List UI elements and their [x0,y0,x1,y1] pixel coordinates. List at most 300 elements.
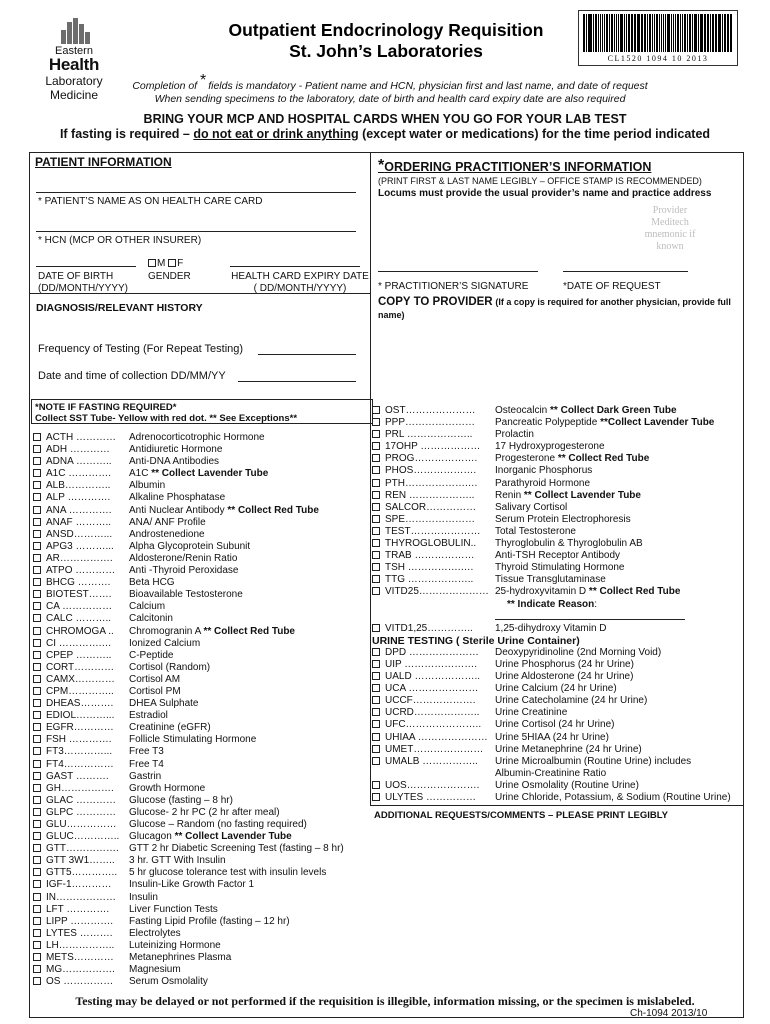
test-row[interactable] [372,744,744,756]
test-code: GLAC ………… [46,794,117,806]
test-checkbox[interactable] [33,892,46,904]
checkbox-icon[interactable] [33,929,41,937]
test-checkbox[interactable] [33,831,46,843]
test-row[interactable] [372,502,744,514]
hcn-field[interactable] [36,231,356,232]
test-checkbox[interactable] [372,453,385,465]
checkbox-icon[interactable] [33,675,41,683]
test-checkbox[interactable] [33,867,46,879]
test-code: PPP………………… [385,417,476,429]
test-code: UHIAA ………………… [385,731,488,743]
test-checkbox[interactable] [33,601,46,613]
test-checkbox[interactable] [33,505,46,517]
test-checkbox[interactable] [33,976,46,988]
test-row[interactable] [33,759,368,771]
test-row[interactable] [33,783,368,795]
patient-name-field[interactable] [36,192,356,193]
test-checkbox[interactable] [33,613,46,625]
logo-medicine: Medicine [49,88,99,102]
checkbox-icon[interactable] [33,554,41,562]
reason-field[interactable] [372,611,744,623]
test-row[interactable] [33,940,368,952]
checkbox-icon[interactable] [372,551,380,559]
checkbox-icon[interactable] [372,503,380,511]
barcode-bar [707,14,709,52]
checkbox-icon[interactable] [372,587,380,595]
checkbox-icon[interactable] [33,772,41,780]
test-checkbox[interactable] [33,698,46,710]
checkbox-icon[interactable] [33,747,41,755]
checkbox-icon[interactable] [372,527,380,535]
test-row[interactable] [372,792,744,804]
checkbox-icon[interactable] [33,723,41,731]
test-checkbox[interactable] [33,686,46,698]
test-row[interactable] [33,686,368,698]
test-checkbox[interactable] [33,928,46,940]
test-code: CAMX………… [46,673,115,685]
test-description: Androstenedione [129,528,205,540]
test-row[interactable] [33,819,368,831]
checkbox-icon[interactable] [33,844,41,852]
fasting-note [31,399,373,424]
checkbox-icon[interactable] [33,832,41,840]
checkbox-icon[interactable] [33,493,41,501]
test-code: PHOS………………. [385,465,477,477]
test-checkbox[interactable] [372,768,385,780]
test-row[interactable] [33,480,368,492]
test-checkbox[interactable] [372,514,385,526]
test-row[interactable] [33,456,368,468]
test-row[interactable] [33,577,368,589]
checkbox-icon[interactable] [372,575,380,583]
test-checkbox[interactable] [33,674,46,686]
test-checkbox[interactable] [33,492,46,504]
test-checkbox[interactable] [372,502,385,514]
checkbox-icon[interactable] [33,651,41,659]
checkbox-icon[interactable] [372,515,380,523]
test-description: Insulin [129,891,158,903]
collection-datetime-field[interactable] [238,381,356,382]
hc-expiry-field[interactable] [230,266,360,267]
barcode-bar [611,14,613,52]
test-checkbox[interactable] [372,574,385,586]
frequency-field[interactable] [258,354,356,355]
test-row[interactable] [372,574,744,586]
test-description: Chromogranin A ** Collect Red Tube [129,625,295,637]
checkbox-icon[interactable] [33,481,41,489]
test-checkbox[interactable] [33,432,46,444]
test-checkbox[interactable] [372,586,385,598]
checkbox-icon[interactable] [372,733,380,741]
test-checkbox[interactable] [372,659,385,671]
dob-field[interactable] [36,266,136,267]
checkbox-icon[interactable] [372,454,380,462]
mandatory-note [100,72,680,106]
gender-options: M F [148,258,183,270]
test-code: PROG………………. [385,453,478,465]
test-row[interactable] [33,964,368,976]
barcode-bar [626,14,627,52]
test-row[interactable] [372,732,744,744]
test-checkbox[interactable] [372,526,385,538]
test-row[interactable] [33,468,368,480]
test-code: EDIOL………... [46,710,115,722]
checkbox-icon[interactable] [33,530,41,538]
test-checkbox[interactable] [33,819,46,831]
test-row[interactable] [33,928,368,940]
test-row[interactable] [33,904,368,916]
test-description: Insulin-Like Growth Factor 1 [129,879,255,891]
test-checkbox[interactable] [33,855,46,867]
checkbox-icon[interactable] [372,720,380,728]
bring-cards-notice [40,112,730,142]
checkbox-icon[interactable] [33,699,41,707]
test-checkbox[interactable] [372,441,385,453]
checkbox-icon[interactable] [33,433,41,441]
test-row[interactable] [372,695,744,707]
barcode-bar [620,14,623,52]
test-description: Electrolytes [129,927,181,939]
test-checkbox[interactable] [372,780,385,792]
checkbox-icon[interactable] [33,760,41,768]
checkbox-icon[interactable] [33,808,41,816]
test-row[interactable] [372,647,744,659]
test-row[interactable] [33,517,368,529]
test-code: CA …………… [46,601,113,613]
checkbox-icon[interactable] [372,418,380,426]
test-row[interactable] [33,867,368,879]
test-code: AR……………. [46,552,113,564]
test-row[interactable] [33,662,368,674]
checkbox-icon[interactable] [33,868,41,876]
test-checkbox[interactable] [33,638,46,650]
test-row[interactable] [33,771,368,783]
test-row[interactable] [33,650,368,662]
barcode-bar [695,14,697,52]
test-row[interactable] [33,734,368,746]
test-row[interactable] [33,553,368,565]
gender-f-checkbox[interactable] [168,259,176,267]
checkbox-icon[interactable] [33,445,41,453]
test-row[interactable] [372,671,744,683]
checkbox-icon[interactable] [372,491,380,499]
test-row[interactable] [33,843,368,855]
test-checkbox[interactable] [372,647,385,659]
checkbox-icon[interactable] [33,711,41,719]
test-row[interactable] [33,807,368,819]
test-code: DPD ………………… [385,646,479,658]
test-checkbox[interactable] [33,843,46,855]
test-description: Magnesium [129,964,181,976]
test-row[interactable] [33,892,368,904]
test-row[interactable] [372,405,744,417]
checkbox-icon[interactable] [33,457,41,465]
test-description: Urine Metanephrine (24 hr Urine) [495,743,642,755]
test-checkbox[interactable] [33,952,46,964]
test-row[interactable] [33,626,368,638]
test-row[interactable] [372,768,744,780]
test-row[interactable] [33,613,368,625]
barcode-bar [704,14,705,52]
barcode-bar [609,14,610,52]
test-checkbox[interactable] [372,538,385,550]
signature-field[interactable] [378,271,538,272]
test-description: Fasting Lipid Profile (fasting – 12 hr) [129,915,290,927]
barcode-bar [694,14,695,52]
test-row[interactable] [33,952,368,964]
test-code: UCA ………………… [385,683,479,695]
test-description: C-Peptide [129,649,174,661]
test-checkbox[interactable] [33,771,46,783]
checkbox-icon[interactable] [33,856,41,864]
checkbox-icon[interactable] [372,757,380,765]
request-date-field[interactable] [563,271,688,272]
test-row[interactable] [372,526,744,538]
test-checkbox[interactable] [372,671,385,683]
dob-label: DATE OF BIRTH (DD/MONTH/YYYY) [38,271,128,294]
checkbox-icon[interactable] [33,965,41,973]
test-row[interactable] [372,478,744,490]
checkbox-icon[interactable] [372,708,380,716]
test-checkbox[interactable] [372,744,385,756]
test-checkbox[interactable] [33,565,46,577]
test-checkbox[interactable] [372,707,385,719]
test-code: ACTH ………… [46,432,116,443]
checkbox-icon[interactable] [33,893,41,901]
test-row[interactable] [372,538,744,550]
test-row[interactable] [33,855,368,867]
barcode-bar [698,14,699,52]
test-checkbox[interactable] [372,478,385,490]
checkbox-icon[interactable] [372,648,380,656]
test-row[interactable] [33,710,368,722]
test-row[interactable] [372,659,744,671]
test-row[interactable] [372,562,744,574]
test-checkbox[interactable] [33,577,46,589]
test-checkbox[interactable] [372,623,385,635]
test-row[interactable] [33,505,368,517]
checkbox-icon[interactable] [372,442,380,450]
test-row[interactable] [33,601,368,613]
test-checkbox[interactable] [372,417,385,429]
test-row[interactable] [33,698,368,710]
test-description: Calcitonin [129,613,173,625]
test-code: 17OHP ……………… [385,441,481,453]
test-checkbox[interactable] [372,732,385,744]
test-checkbox[interactable] [33,541,46,553]
checkbox-icon[interactable] [33,469,41,477]
test-row[interactable] [372,550,744,562]
test-row[interactable] [33,722,368,734]
checkbox-icon[interactable] [33,639,41,647]
test-checkbox[interactable] [33,783,46,795]
test-checkbox[interactable] [372,562,385,574]
test-checkbox[interactable] [33,529,46,541]
test-row[interactable] [372,441,744,453]
test-checkbox[interactable] [33,795,46,807]
test-checkbox[interactable] [33,480,46,492]
test-checkbox[interactable] [33,710,46,722]
test-row[interactable] [372,453,744,465]
checkbox-icon[interactable] [372,466,380,474]
checkbox-icon[interactable] [33,880,41,888]
test-checkbox[interactable] [33,722,46,734]
test-checkbox[interactable] [33,589,46,601]
hc-expiry-label: HEALTH CARD EXPIRY DATE ( DD/MONTH/YYYY) [231,271,369,294]
checkbox-icon[interactable] [372,684,380,692]
barcode-bar [684,14,687,52]
test-code: APG3 ………... [46,540,114,552]
checkbox-icon[interactable] [33,905,41,913]
checkbox-icon[interactable] [372,624,380,632]
test-row[interactable] [33,638,368,650]
test-row[interactable] [372,756,744,768]
checkbox-icon[interactable] [372,696,380,704]
test-row[interactable] [33,916,368,928]
checkbox-icon[interactable] [372,563,380,571]
test-checkbox[interactable] [33,904,46,916]
test-checkbox[interactable] [372,429,385,441]
test-code: UALD ……………….. [385,671,481,683]
test-checkbox[interactable] [33,626,46,638]
checkbox-icon[interactable] [372,406,380,414]
additional-requests-field[interactable] [372,822,742,992]
test-checkbox[interactable] [33,940,46,952]
checkbox-icon[interactable] [33,977,41,985]
form-title-line2: St. John’s Laboratories [289,41,483,61]
test-description: Urine Microalbumin (Routine Urine) includes [495,755,692,767]
checkbox-icon[interactable] [33,542,41,550]
checkbox-icon[interactable] [33,518,41,526]
test-checkbox[interactable] [372,550,385,562]
test-code: ATPO ………… [46,565,116,577]
test-row[interactable] [33,674,368,686]
test-row[interactable] [372,780,744,792]
test-checkbox[interactable] [33,553,46,565]
test-row[interactable] [372,417,744,429]
test-row[interactable] [33,432,368,444]
checkbox-icon[interactable] [33,614,41,622]
barcode-bar [677,14,679,52]
additional-divider [370,805,744,806]
test-description: Calcium [129,601,166,613]
test-checkbox[interactable] [33,650,46,662]
test-row[interactable] [33,565,368,577]
request-date-label: *DATE OF REQUEST [563,281,661,292]
barcode-bar [588,14,589,52]
practitioner-sub2: Locums must provide the usual provider’s name and practice address [378,188,712,199]
checkbox-icon[interactable] [33,796,41,804]
test-row[interactable] [372,683,744,695]
test-row[interactable] [372,429,744,441]
test-checkbox[interactable] [33,916,46,928]
test-row[interactable] [372,586,744,598]
gender-label: GENDER [148,271,191,282]
test-row[interactable] [33,444,368,456]
test-checkbox[interactable] [372,490,385,502]
checkbox-icon[interactable] [372,672,380,680]
checkbox-icon[interactable] [372,793,380,801]
checkbox-icon[interactable] [33,820,41,828]
test-checkbox[interactable] [372,405,385,417]
test-checkbox[interactable] [372,695,385,707]
checkbox-icon[interactable] [33,735,41,743]
barcode-bar [654,14,655,52]
test-checkbox[interactable] [33,517,46,529]
test-description: Growth Hormone [129,782,206,794]
test-checkbox[interactable] [33,759,46,771]
test-checkbox[interactable] [372,756,385,768]
checkbox-icon[interactable] [33,602,41,610]
test-row[interactable] [33,795,368,807]
checkbox-icon[interactable] [33,917,41,925]
test-row[interactable] [33,831,368,843]
checkbox-icon[interactable] [372,430,380,438]
test-row[interactable] [372,514,744,526]
test-row[interactable] [372,490,744,502]
barcode-bar [602,14,603,52]
checkbox-icon[interactable] [33,941,41,949]
barcode-bar [716,14,717,52]
checkbox-icon[interactable] [33,953,41,961]
test-checkbox[interactable] [33,807,46,819]
test-row[interactable] [33,529,368,541]
test-row[interactable] [33,746,368,758]
barcode-bar [593,14,594,52]
test-checkbox[interactable] [33,746,46,758]
test-code: GTT5………….. [46,867,118,879]
checkbox-icon[interactable] [33,590,41,598]
test-checkbox[interactable] [33,468,46,480]
test-code: LIPP …………. [46,915,114,927]
test-row[interactable] [33,492,368,504]
test-checkbox[interactable] [372,792,385,804]
test-row[interactable] [372,707,744,719]
test-checkbox[interactable] [372,465,385,477]
checkbox-icon[interactable] [33,663,41,671]
test-row[interactable] [33,879,368,891]
barcode-bar [692,14,693,52]
checkbox-icon[interactable] [33,627,41,635]
checkbox-icon[interactable] [372,745,380,753]
checkbox-icon[interactable] [33,784,41,792]
test-checkbox[interactable] [33,456,46,468]
test-row[interactable] [372,719,744,731]
test-checkbox[interactable] [372,719,385,731]
checkbox-icon[interactable] [372,539,380,547]
checkbox-icon[interactable] [33,578,41,586]
test-row[interactable] [33,541,368,553]
test-checkbox[interactable] [33,444,46,456]
checkbox-icon[interactable] [33,566,41,574]
gender-m-checkbox[interactable] [148,259,156,267]
checkbox-icon[interactable] [372,479,380,487]
test-checkbox[interactable] [33,662,46,674]
test-row[interactable] [33,976,368,988]
checkbox-icon[interactable] [33,687,41,695]
test-row[interactable] [33,589,368,601]
test-checkbox[interactable] [372,683,385,695]
checkbox-icon[interactable] [33,506,41,514]
checkbox-icon[interactable] [372,781,380,789]
test-checkbox[interactable] [33,879,46,891]
test-row[interactable] [372,623,744,635]
test-checkbox[interactable] [33,964,46,976]
test-row[interactable] [372,465,744,477]
test-description: Thyroglobulin & Thyroglobulin AB [495,538,643,550]
test-checkbox[interactable] [33,734,46,746]
checkbox-icon[interactable] [372,660,380,668]
